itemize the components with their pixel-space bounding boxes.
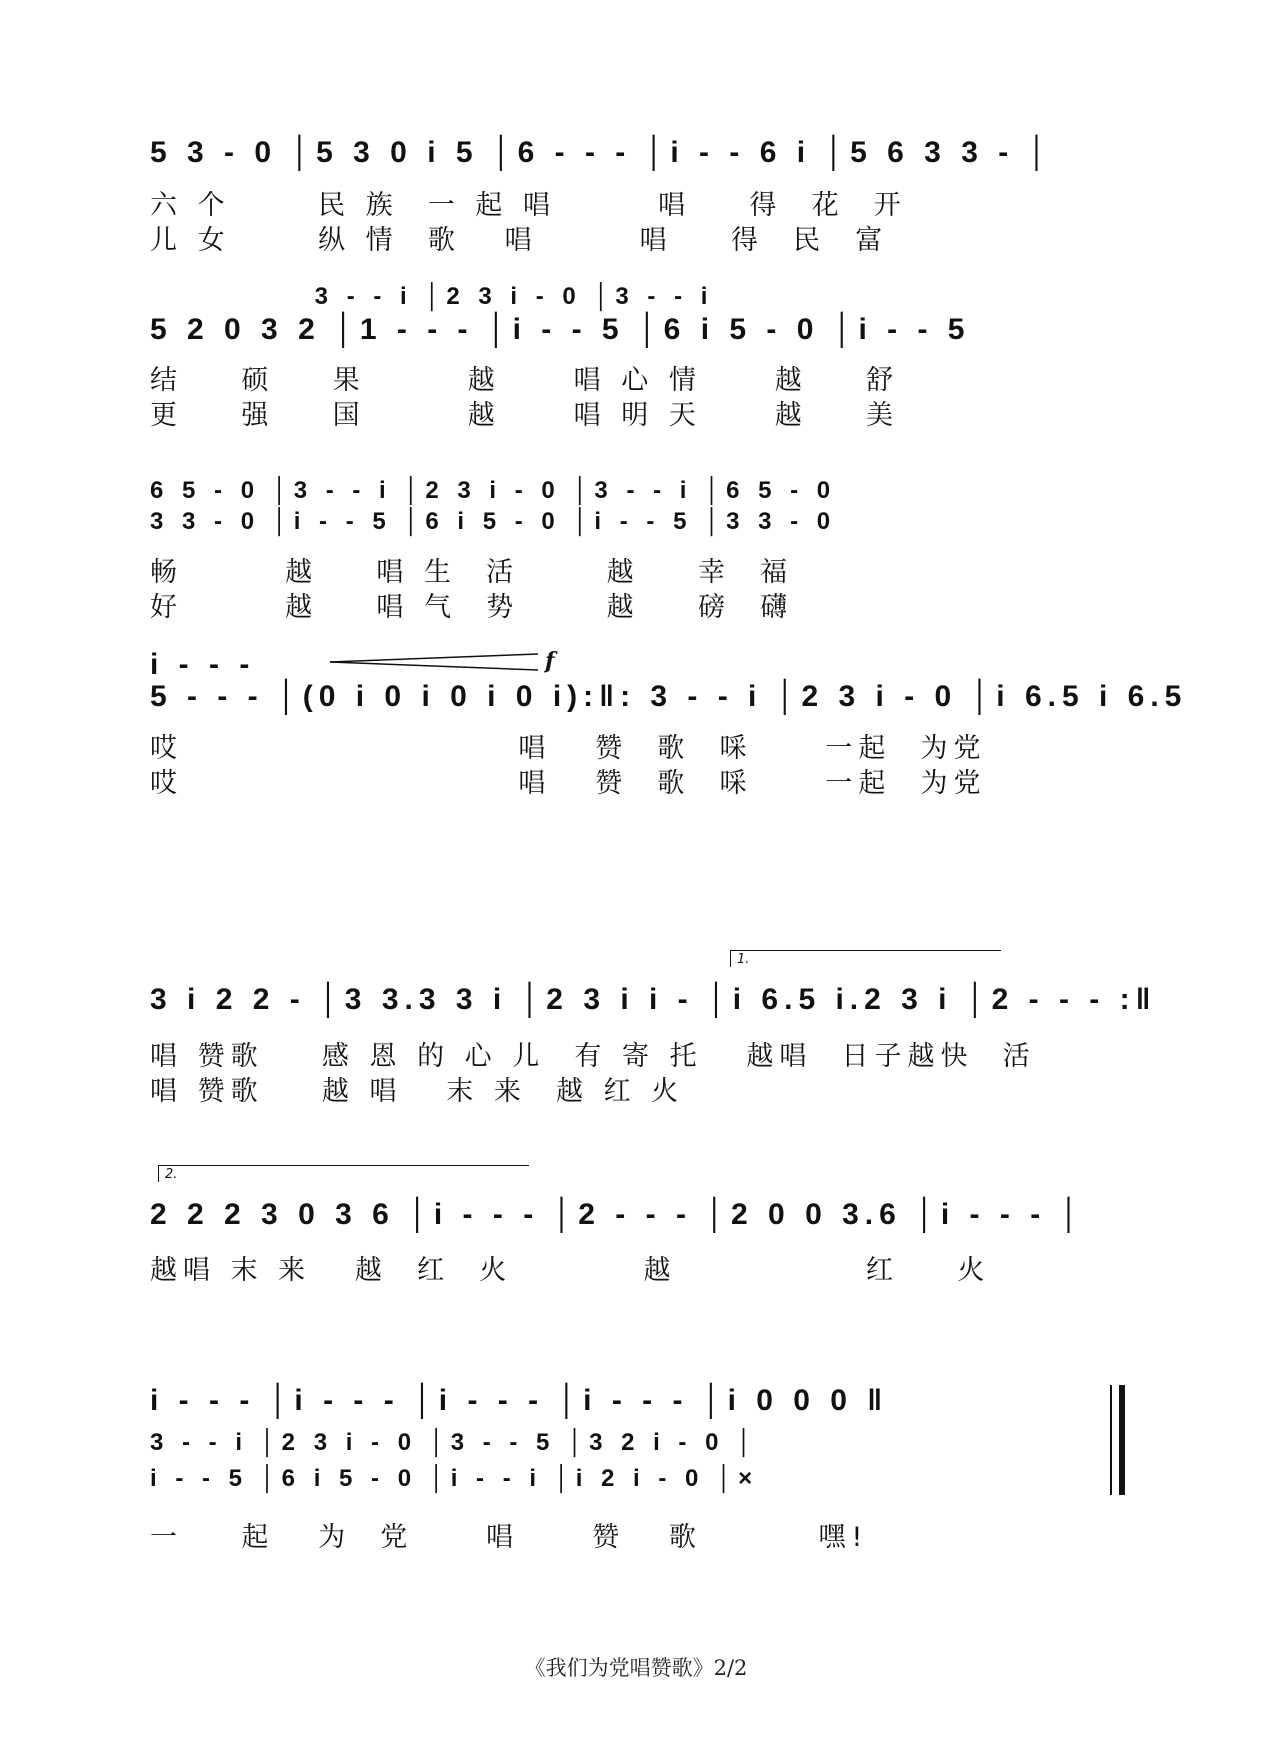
melody-line: 5 2 0 3 2 │1 - - - │i - - 5 │6 i 5 - 0 │i - - 5 — [150, 313, 971, 346]
harmony-line-upper: 3 - - i │2 3 i - 0 │3 - - i — [150, 283, 714, 310]
melody-line: 3 i 2 2 - │3 3.3 3 i │2 3 i i - │i 6.5 i.2 3 i │2 - - - :‖ — [150, 983, 1157, 1016]
lyric-verse-1: 唱 赞歌 感 恩 的 心 儿 有 寄 托 越唱 日子越快 活 — [150, 1041, 1036, 1072]
lyric-verse-2: 哎 唱 赞 歌 啋 一起 为党 — [150, 768, 987, 799]
harmony-line-lower: 3 3 - 0 │i - - 5 │6 i 5 - 0 │i - - 5 │3 3 - 0 — [150, 508, 837, 535]
lyric-verse-2: 好 越 唱 气 势 越 磅 礴 — [150, 592, 794, 623]
melody-line: i - - - │i - - - │i - - - │i - - - │i 0 0 0 ‖ — [150, 1384, 889, 1417]
lyric-verse-2: 儿 女 纵 情 歌 唱 唱 得 民 富 — [150, 225, 889, 256]
lyric-verse-2: 唱 赞歌 越 唱 末 来 越 红 火 — [150, 1076, 685, 1107]
melody-line: 5 3 - 0 │5 3 0 i 5 │6 - - - │i - - 6 i │5 6 3 3 - │ — [150, 136, 1054, 169]
melody-line: 5 - - - │(0 i 0 i 0 i 0 i):‖: 3 - - i │2 3 i - 0 │i 6.5 i 6.5 — [150, 680, 1188, 713]
lyric-verse-1: 畅 越 唱 生 活 越 幸 福 — [150, 557, 794, 588]
lyric-verse-1: 哎 唱 赞 歌 啋 一起 为党 — [150, 733, 987, 764]
harmony-line-upper: 3 - - i │2 3 i - 0 │3 - - 5 │3 2 i - 0 │ — [150, 1429, 759, 1456]
harmony-line-lower: i - - 5 │6 i 5 - 0 │i - - i │i 2 i - 0 │× — [150, 1465, 759, 1492]
melody-line-upper: i - - - — [150, 648, 256, 681]
dynamic-marking: f — [545, 648, 555, 674]
final-barline — [1119, 1385, 1125, 1495]
lyric-verse-1: 六 个 民 族 一 起 唱 唱 得 花 开 — [150, 190, 907, 221]
melody-line: 2 2 2 3 0 3 6 │i - - - │2 - - - │2 0 0 3.6 │i - - - │ — [150, 1198, 1086, 1231]
lyric-verse-2: 更 强 国 越 唱 明 天 越 美 — [150, 400, 900, 431]
harmony-line-upper: 6 5 - 0 │3 - - i │2 3 i - 0 │3 - - i │6 5 - 0 — [150, 477, 837, 504]
lyric-verse-1: 越唱 末 来 越 红 火 越 红 火 — [150, 1255, 991, 1286]
lyric-verse-1: 一 起 为 党 唱 赞 歌 嘿! — [150, 1522, 869, 1553]
page-footer: 《我们为党唱赞歌》2/2 — [524, 1656, 748, 1680]
final-barline-thin — [1110, 1385, 1112, 1495]
lyric-verse-1: 结 硕 果 越 唱 心 情 越 舒 — [150, 365, 900, 396]
volta-2: 2. — [158, 1165, 529, 1182]
volta-1: 1. — [730, 950, 1001, 967]
